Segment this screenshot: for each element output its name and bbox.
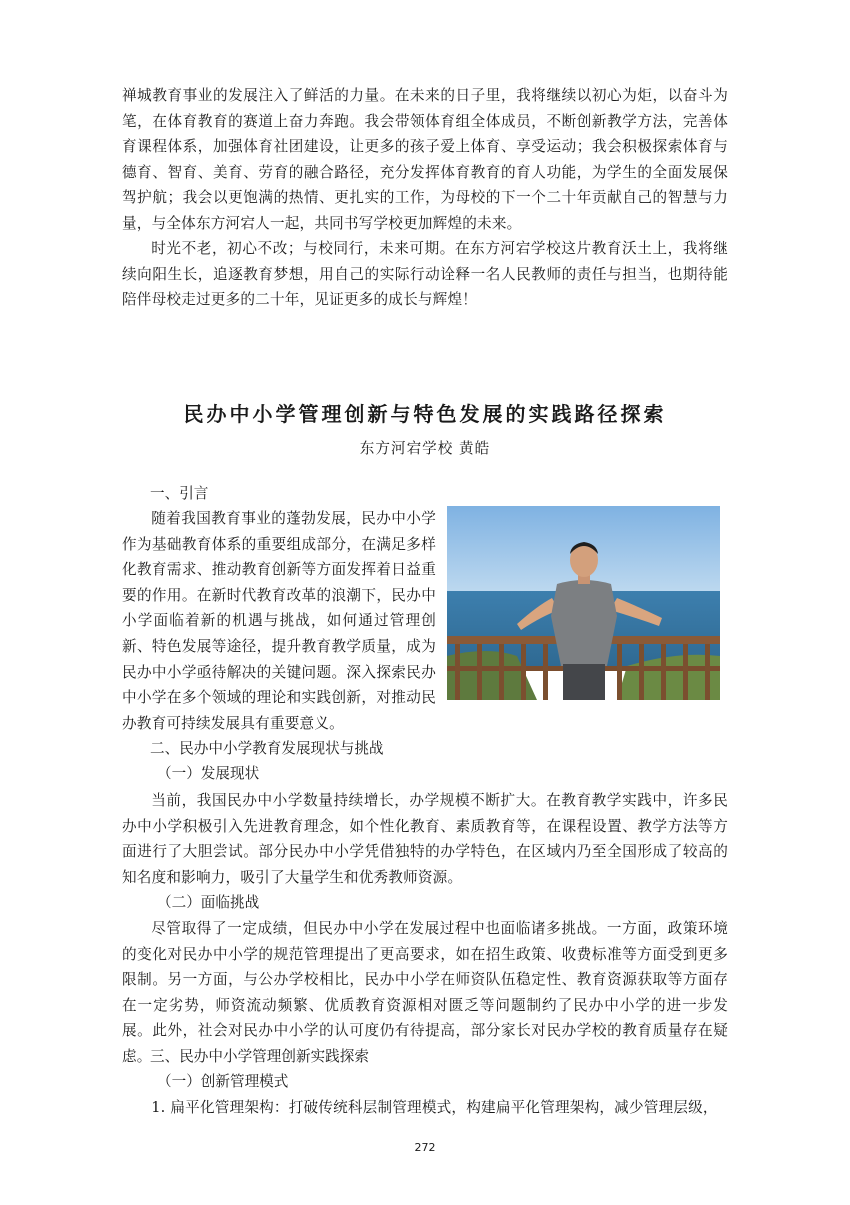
section-heading-3: 三、民办中小学管理创新实践探索 — [150, 1048, 369, 1065]
subsection-heading-2: （二）面临挑战 — [157, 894, 260, 911]
body-paragraph: 禅城教育事业的发展注入了鲜活的力量。在未来的日子里，我将继续以初心为炬，以奋斗为笔，在体育教育的赛道上奋力奔跑。我会带领体育组全体成员，不断创新教学方法，完善体育课程体系，加强体育社团建设，让更多的孩子爱上体育、享受运动；我会积极探索体育与德育、智育、美育、劳育的融合路径，充分发挥体育教育的育人功能，为学生的全面发展保驾护航；我会以更饱满的热情、更扎实的工作，为母校的下一个二十年贡献自己的智慧与力量，与全体东方河宕人一起，共同书写学校更加辉煌的未来。 — [122, 87, 728, 232]
body-paragraph: 尽管取得了一定成绩，但民办中小学在发展过程中也面临诸多挑战。一方面，政策环境的变化对民办中小学的规范管理提出了更高要求，如在招生政策、收费标准等方面受到更多限制。另一方面，与公办学校相比，民办中小学在师资队伍稳定性、教育资源获取等方面存在一定劣势，师资流动频繁、优质教育资源相对匮乏等问题制约了民办中小学的进一步发展。此外，社会对民办中小学的认可度仍有待提高，部分家长对民办学校的教育质量存在疑虑。 — [122, 920, 728, 1065]
body-paragraph: 时光不老，初心不改；与校同行，未来可期。在东方河宕学校这片教育沃土上，我将继续向阳生长，追逐教育梦想，用自己的实际行动诠释一名人民教师的责任与担当，也期待能陪伴母校走过更多的二十年，见证更多的成长与辉煌！ — [122, 240, 728, 309]
article-title: 民办中小学管理创新与特色发展的实践路径探索 — [183, 402, 667, 426]
article-byline: 东方河宕学校 黄皓 — [359, 440, 491, 457]
page-number: 272 — [414, 1141, 436, 1154]
subsection-heading-1: （一）发展现状 — [157, 765, 260, 782]
author-photo-image — [447, 506, 720, 700]
intro-paragraph: 随着我国教育事业的蓬勃发展，民办中小学作为基础教育体系的重要组成部分，在满足多样化教育需求、推动教育创新等方面发挥着日益重要的作用。在新时代教育改革的浪潮下，民办中小学面临着新的机遇与挑战，如何通过管理创新、特色发展等途径，提升教育教学质量，成为民办中小学亟待解决的关键问题。深入探索民办中小学在多个领域的理论和实践创新，对推动民办教育可持续发展具有重要意义。 — [122, 510, 436, 732]
subsection-heading-3: （一）创新管理模式 — [157, 1073, 289, 1090]
section-heading-2: 二、民办中小学教育发展现状与挑战 — [150, 740, 384, 757]
body-paragraph: 1. 扁平化管理架构：打破传统科层制管理模式，构建扁平化管理架构，减少管理层级， — [151, 1099, 718, 1116]
section-heading-intro: 一、引言 — [150, 485, 209, 502]
body-paragraph: 当前，我国民办中小学数量持续增长，办学规模不断扩大。在教育教学实践中，许多民办中小学积极引入先进教育理念，如个性化教育、素质教育等，在课程设置、教学方法等方面进行了大胆尝试。部分民办中小学凭借独特的办学特色，在区域内乃至全国形成了较高的知名度和影响力，吸引了大量学生和优秀教师资源。 — [122, 792, 728, 886]
author-photo — [447, 506, 720, 700]
